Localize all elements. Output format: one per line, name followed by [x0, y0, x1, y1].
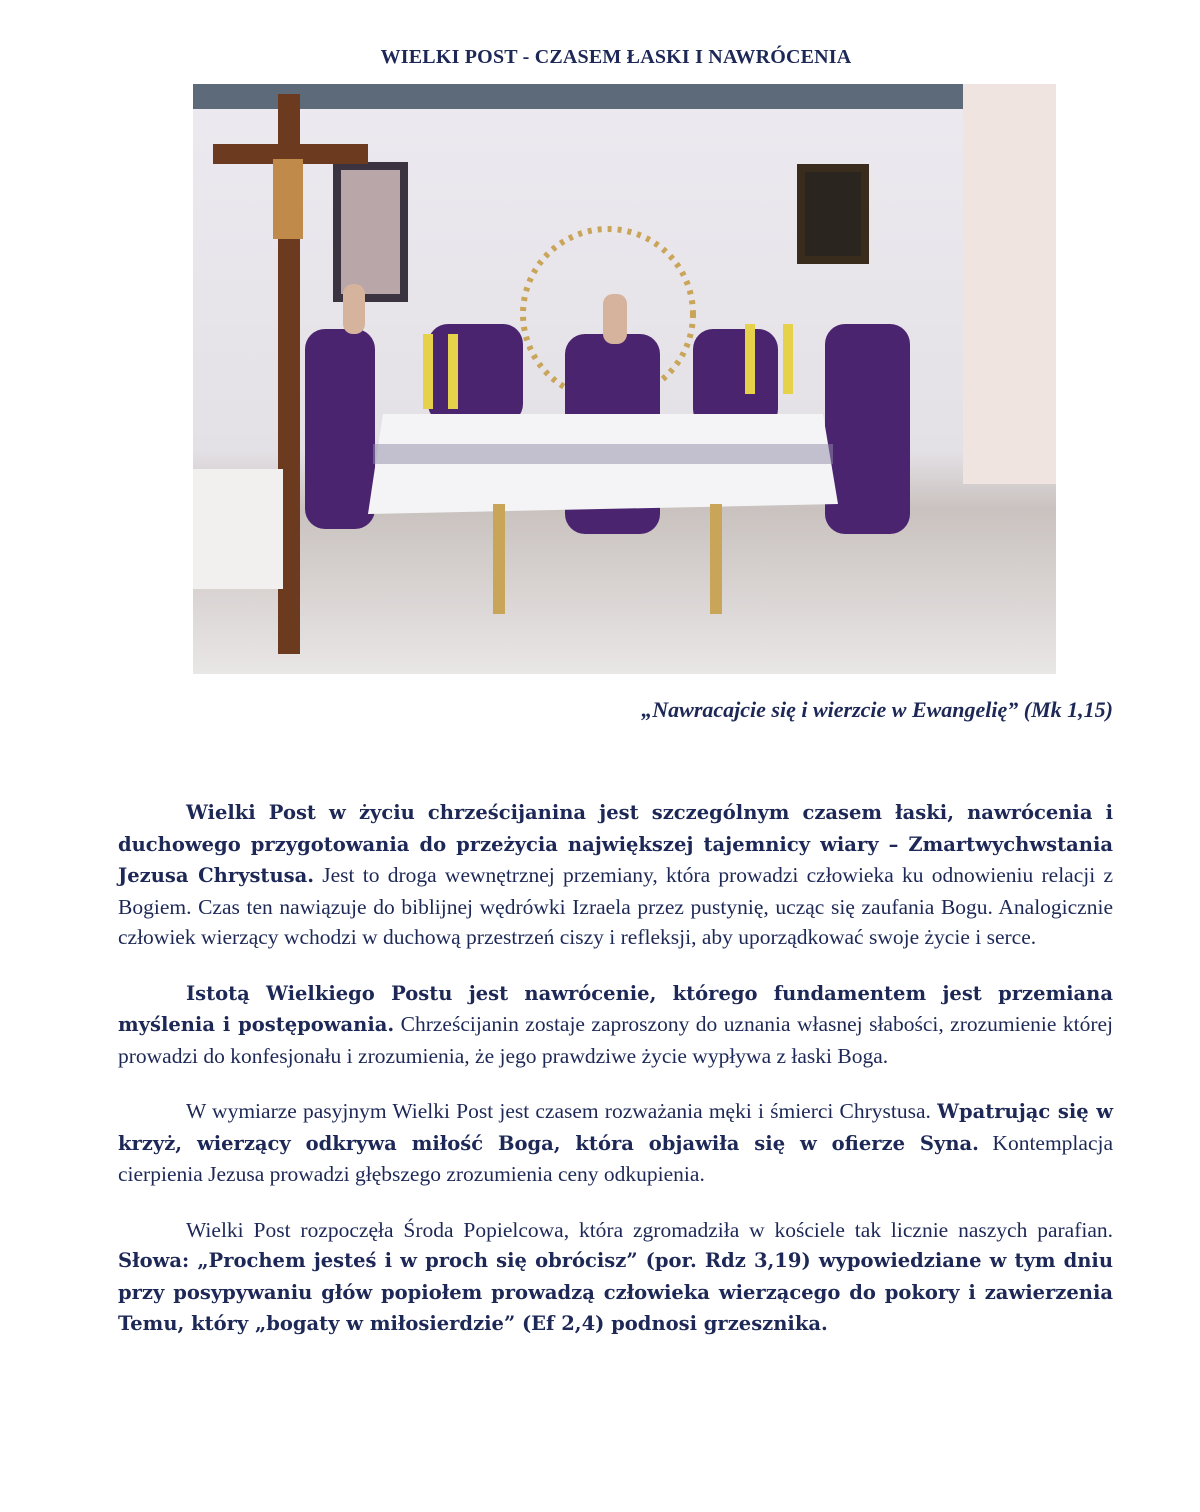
text: Kontemplacja cierpienia Jezusa prowadzi głębszego zrozumienia ceny odkupienia.: [118, 1130, 1114, 1186]
text: Wielki Post rozpoczęła Środa Popielcowa, która zgromadziła w kościele tak licznie naszych parafian.: [186, 1217, 1113, 1242]
text: Chrześcijanin zostaje zaproszony do uznania własnej słabości, zrozumienie której prowadzi do konfesjonału i zrozumienia, że jego prawdziwe życie wypływa z łaski Boga.: [118, 1012, 1114, 1068]
text: W wymiarze pasyjnym Wielki Post jest czasem rozważania męki i śmierci Chrystusa.: [186, 1099, 938, 1123]
paragraph-4: [118, 1215, 1113, 1340]
church-altar-photo: [193, 84, 1056, 674]
bold-text: Wpatrując się w krzyż, wierzący odkrywa miłość Boga, która objawiła się w ofierze Syna.: [118, 1100, 1113, 1155]
bold-text: Istotą Wielkiego Postu jest nawrócenie, którego fundamentem jest przemiana myślenia i postępowania.: [118, 981, 1113, 1036]
photo-illustration: [193, 84, 1056, 674]
paragraph-3: [118, 1096, 1113, 1190]
text: Jest to droga wewnętrznej przemiany, która prowadzi człowieka ku odnowieniu relacji z Bogiem. Czas ten nawiązuje do biblijnej wędrówki Izraela przez pustynię, ucząc się zaufania Bogu. Analogicznie człowiek wierzący wchodzi w duchową przestrzeń ciszy i refleksji, aby uporządkować swoje życie i serce.: [118, 863, 1113, 949]
bold-text: Słowa: „Prochem jesteś i w proch się obrócisz” (por. Rdz 3,19) wypowiedziane w tym dniu przy posypywaniu głów popiołem prowadzą człowieka wierzącego do pokory i zawierzenia Temu, który „bogaty w miłosierdzie” (Ef 2,4) podnosi grzesznika.: [118, 1249, 1113, 1335]
paragraph-2: [118, 978, 1113, 1072]
paragraph-1: [118, 797, 1113, 953]
article-body: [118, 797, 1113, 1365]
bold-text: Wielki Post w życiu chrześcijanina jest szczególnym czasem łaski, nawrócenia i duchowego przygotowania do przeżycia największej tajemnicy wiary – Zmartwychwstania Jezusa Chrystusa.: [118, 801, 1113, 887]
page-title: WIELKI POST - CZASEM ŁASKI I NAWRÓCENIA: [380, 46, 852, 68]
bible-quote-caption: „Nawracajcie się i wierzcie w Ewangelię” (Mk 1,15): [641, 697, 1113, 722]
